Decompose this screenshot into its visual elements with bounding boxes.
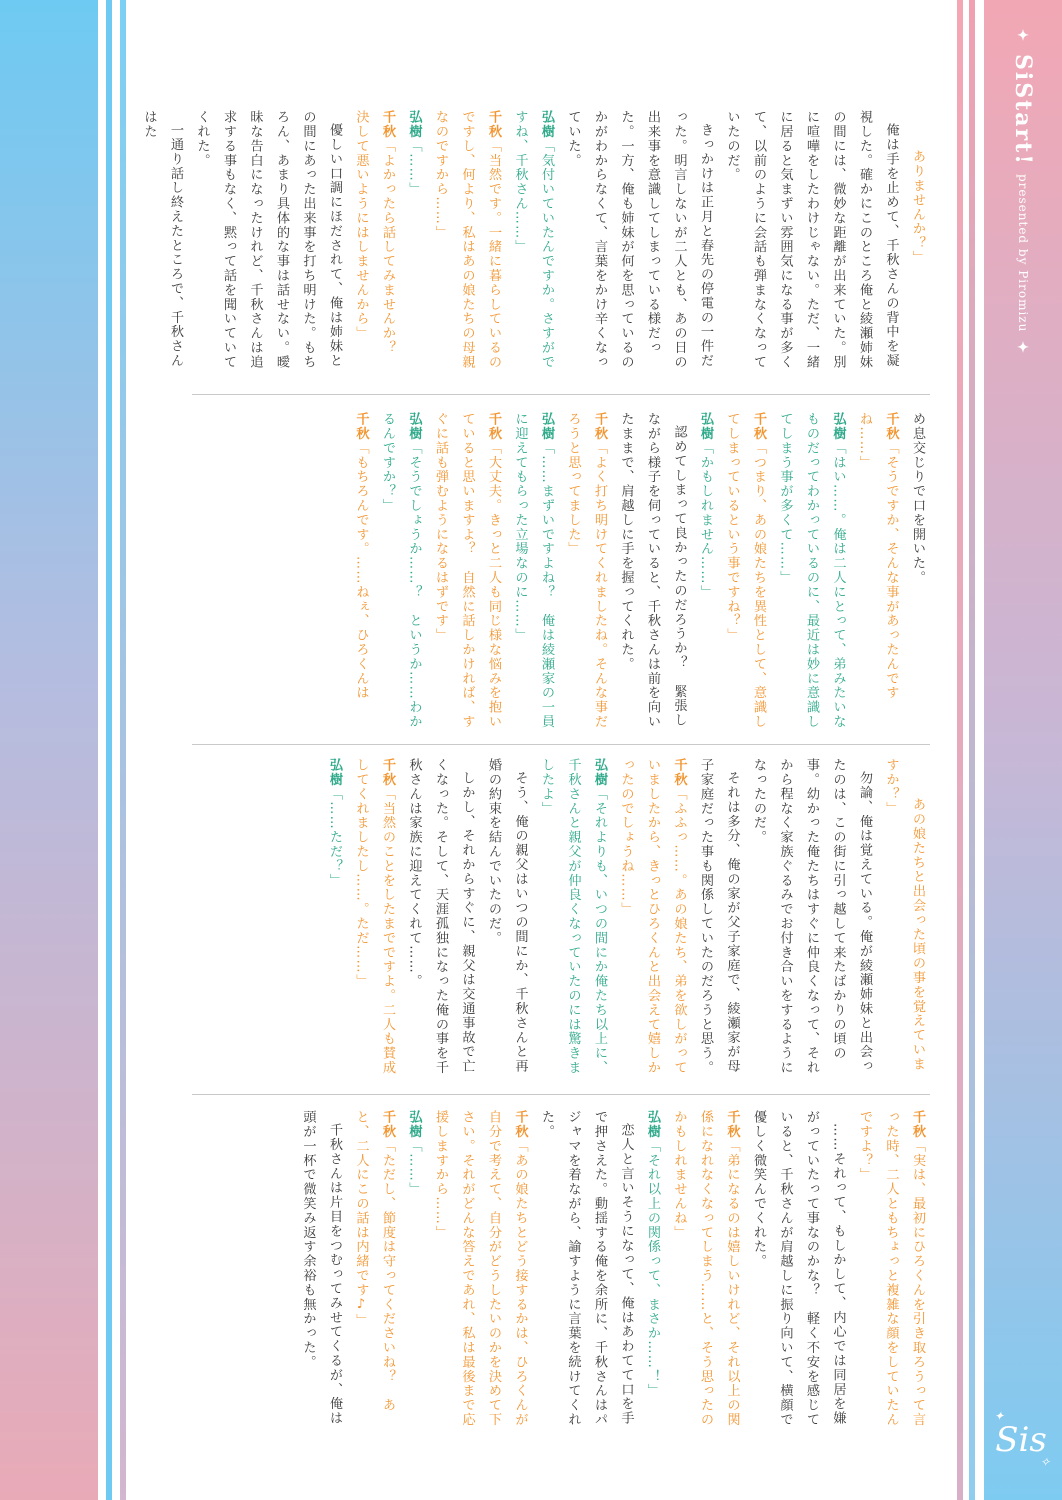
narration-paragraph: 勿論、俺は覚えている。俺が綾瀬姉妹と出会ったのは、この街に引っ越して来たばかりの頃の事。幼かった俺たちはすぐに仲良くなって、それから程なく家族ぐるみでお付き合いをするようになったのだ。 bbox=[751, 758, 872, 1075]
dialogue-line bbox=[877, 758, 930, 1082]
text-block-1 bbox=[141, 110, 930, 380]
speaker-name: 千秋 bbox=[512, 1110, 528, 1139]
dialogue-line bbox=[692, 412, 719, 736]
dialogue-line bbox=[374, 412, 427, 736]
dialogue-line bbox=[612, 758, 692, 1082]
speaker-name: 千秋 bbox=[486, 412, 501, 441]
dialogue-text: あの娘たちと出会った頃の事を覚えていますか？」 bbox=[883, 758, 925, 1072]
dialogue-line bbox=[506, 110, 559, 380]
dialogue-line bbox=[400, 110, 427, 380]
dialogue-line bbox=[904, 110, 931, 380]
narration-paragraph: それは多分、俺の家が父子家庭で、綾瀬家が母子家庭だった事も関係していたのだろうと思う。 bbox=[698, 758, 740, 1075]
narration-paragraph: 千秋さんは片目をつむってみせてくるが、俺は頭が一杯で微笑み返す余裕も無かった。 bbox=[300, 1110, 342, 1426]
brand-title bbox=[995, 28, 1051, 388]
dialogue-text: 「当然のことをしたまでですよ。二人も賛成してくれましたし……。ただ……」 bbox=[353, 758, 395, 1075]
dialogue-line bbox=[533, 758, 613, 1082]
byline-text: presented by Piromizu bbox=[1016, 173, 1030, 333]
dialogue-text: 「それよりも、いつの間にか俺たち以上に、千秋さんと親父が仲良くなっていたのには驚きましたよ」 bbox=[539, 758, 607, 1075]
title-text: SiStart! bbox=[1010, 54, 1036, 166]
speaker-name: 弘樹 bbox=[327, 758, 342, 787]
dialogue-text: 「かもしれません……」 bbox=[698, 440, 713, 600]
dialogue-line bbox=[347, 1110, 400, 1434]
logo-text: Sis bbox=[995, 1420, 1047, 1460]
dialogue-line bbox=[427, 1110, 533, 1434]
star-icon: ✦ bbox=[1015, 340, 1031, 359]
speaker-name: 千秋 bbox=[380, 758, 395, 787]
speaker-name: 千秋 bbox=[592, 412, 607, 441]
speaker-name: 千秋 bbox=[380, 110, 395, 139]
dialogue-text: 「つまり、あの娘たちを異性として、意識してしまっているという事ですね？」 bbox=[724, 412, 766, 729]
dialogue-text: 「気付いていたんですか。さすがですね、千秋さん……」 bbox=[512, 110, 554, 370]
dialogue-line bbox=[851, 1110, 931, 1434]
text-block-2 bbox=[192, 412, 930, 736]
text-block-4 bbox=[192, 1110, 930, 1434]
dialogue-text: ありませんか？」 bbox=[910, 149, 925, 265]
right-thin-stripe-2 bbox=[969, 0, 975, 1500]
speaker-name: 千秋 bbox=[486, 110, 501, 139]
dialogue-line bbox=[400, 1110, 427, 1434]
narration-paragraph: きっかけは正月と春先の停電の一件だった。明言しないが二人とも、あの日の出来事を意識してしまっている様だった。一方、俺も姉妹が何を思っているのかがわからなくて、言葉をかけ辛くなっていた。 bbox=[565, 110, 713, 370]
divider bbox=[192, 1094, 930, 1095]
narration-paragraph: そう、俺の親父はいつの間にか、千秋さんと再婚の約束を結んでいたのだ。 bbox=[486, 758, 528, 1074]
dialogue-text: 「当然です。一緒に暮らしているのですし、何より、私はあの娘たちの母親なのですから……」 bbox=[433, 110, 501, 370]
speaker-name: 弘樹 bbox=[406, 110, 422, 139]
dialogue-text: 「そうでしょうか……？ というか……わかるんですか？」 bbox=[380, 412, 422, 729]
dialogue-line bbox=[718, 412, 771, 736]
speaker-name: 弘樹 bbox=[406, 412, 422, 441]
dialogue-text: 「弟になるのは嬉しいけれど、それ以上の関係になれなくなってしまう……と、そう思ったのかもしれませんね」 bbox=[671, 1110, 740, 1427]
dialogue-text: 「……ただ？」 bbox=[327, 786, 342, 888]
dialogue-text: 「あの娘たちとどう接するかは、ひろくんが自分で考えて、自分がどうしたいのかを決めて下さい。それがどんな答えであれ、私は最後まで応援しますから……」 bbox=[433, 1110, 528, 1427]
dialogue-line bbox=[851, 412, 904, 736]
speaker-name: 弘樹 bbox=[645, 1110, 660, 1139]
narration-paragraph: 優しい口調にほだされて、俺は姉妹との間にあった出来事を打ち明けた。もちろん、あまり具体的な事は話せない。曖昧な告白になったけれど、千秋さんは追求する事もなく、黙って話を聞いていてくれた。 bbox=[194, 110, 342, 370]
dialogue-line bbox=[559, 412, 612, 736]
text-block-3 bbox=[192, 758, 930, 1082]
speaker-name: 弘樹 bbox=[539, 412, 554, 441]
left-thin-stripe bbox=[106, 0, 112, 1500]
speaker-name: 弘樹 bbox=[698, 412, 713, 441]
dialogue-line bbox=[347, 110, 400, 380]
dialogue-text: 「大丈夫。きっと二人も同じ様な悩みを抱いていると思いますよ？ 自然に話しかければ、すぐに話も弾むようになるはずです」 bbox=[433, 412, 501, 729]
dialogue-text: 「そうですか、そんな事があったんですね……」 bbox=[857, 412, 899, 701]
speaker-name: 千秋 bbox=[910, 1110, 925, 1139]
speaker-name: 千秋 bbox=[353, 412, 369, 441]
dialogue-line bbox=[321, 758, 348, 1082]
dialogue-line bbox=[771, 412, 851, 736]
narration-paragraph: 一通り話し終えたところで、千秋さんはた bbox=[141, 110, 183, 368]
sis-logo: ✦ Sis ✧ bbox=[994, 1409, 1050, 1469]
dialogue-text: 「……」 bbox=[406, 1138, 422, 1197]
dialogue-text: 「ただし、節度は守ってくださいね？ あと、二人にこの話は内緒です♪」 bbox=[353, 1110, 395, 1413]
narration-paragraph: しかし、それからすぐに、親父は交通事故で亡くなった。そして、天涯孤独になった俺の事を千秋さんは家族に迎えてくれて……。 bbox=[406, 758, 475, 1075]
speaker-name: 千秋 bbox=[671, 758, 687, 787]
dialogue-line bbox=[347, 412, 374, 736]
speaker-name: 弘樹 bbox=[539, 110, 554, 139]
divider bbox=[192, 744, 930, 745]
narration-paragraph: 俺は手を止めて、千秋さんの背中を凝視した。確かにこのところ俺と綾瀬姉妹の間には、微妙な距離が出来ていた。別に喧嘩をしたわけじゃない。ただ、一緒に居ると気まずい雰囲気になる事が多くて、以前のように会話も弾まなくなっていたのだ。 bbox=[724, 110, 899, 370]
dialogue-text: 「はい……。俺は二人にとって、弟みたいなものだってわかっているのに、最近は妙に意識してしまう事が多くて……」 bbox=[777, 412, 846, 729]
dialogue-text: 「実は、最初にひろくんを引き取ろうって言った時、二人ともちょっと複雑な顔をしていたんですよ？」 bbox=[857, 1110, 925, 1427]
narration-paragraph: ……それって、もしかして、内心では同居を嫌がっていたって事なのかな？ 軽く不安を感じていると、千秋さんが肩越しに振り向いて、横顔で優しく微笑んでくれた。 bbox=[751, 1110, 846, 1427]
star-icon: ✦ bbox=[1015, 28, 1031, 46]
speaker-name: 千秋 bbox=[724, 1110, 740, 1139]
narration-paragraph: 恋人と言いそうになって、俺はあわてて口を手で押さえた。動揺する俺を余所に、千秋さんはパジャマを着ながら、諭すように言葉を続けてくれた。 bbox=[539, 1110, 634, 1427]
dialogue-line bbox=[347, 758, 400, 1082]
dialogue-text: 「……」 bbox=[406, 138, 422, 197]
speaker-name: 弘樹 bbox=[830, 412, 846, 441]
speaker-name: 千秋 bbox=[380, 1110, 395, 1139]
speaker-name: 千秋 bbox=[751, 412, 766, 441]
dialogue-line bbox=[639, 1110, 666, 1434]
dialogue-line bbox=[427, 412, 507, 736]
divider bbox=[192, 394, 930, 395]
narration-paragraph: 認めてしまって良かったのだろうか？ 緊張しながら様子を伺っていると、千秋さんは前を向いたままで、肩越しに手を握ってくれた。 bbox=[618, 412, 687, 729]
right-thin-stripe bbox=[957, 0, 963, 1500]
speaker-name: 千秋 bbox=[883, 412, 899, 441]
dialogue-line bbox=[506, 412, 559, 736]
speaker-name: 弘樹 bbox=[406, 1110, 422, 1139]
dialogue-text: 「ふふっ……。あの娘たち、弟を欲しがっていましたから、きっとひろくんと出会えて嬉しかったのでしょうね……」 bbox=[618, 758, 687, 1075]
dialogue-line bbox=[427, 110, 507, 380]
dialogue-text: 「よく打ち明けてくれましたね。そんな事だろうと思ってました」 bbox=[565, 412, 607, 729]
dialogue-text: 「……まずいですよね？ 俺は綾瀬家の一員に迎えてもらった立場なのに……」 bbox=[512, 412, 554, 729]
dialogue-text: 「もちろんです。……ねぇ、ひろくんは bbox=[353, 440, 369, 700]
speaker-name: 弘樹 bbox=[592, 758, 607, 787]
dialogue-text: 「よかったら話してみませんか？ 決して悪いようにはしませんから」 bbox=[353, 110, 395, 370]
dialogue-line bbox=[665, 1110, 745, 1434]
narration-continuation: め息交じりで口を開いた。 bbox=[910, 412, 925, 585]
left-thin-stripe-2 bbox=[120, 0, 126, 1500]
left-gradient-stripe bbox=[0, 0, 98, 1500]
dialogue-text: 「それ以上の関係って、まさか……！」 bbox=[645, 1138, 660, 1398]
